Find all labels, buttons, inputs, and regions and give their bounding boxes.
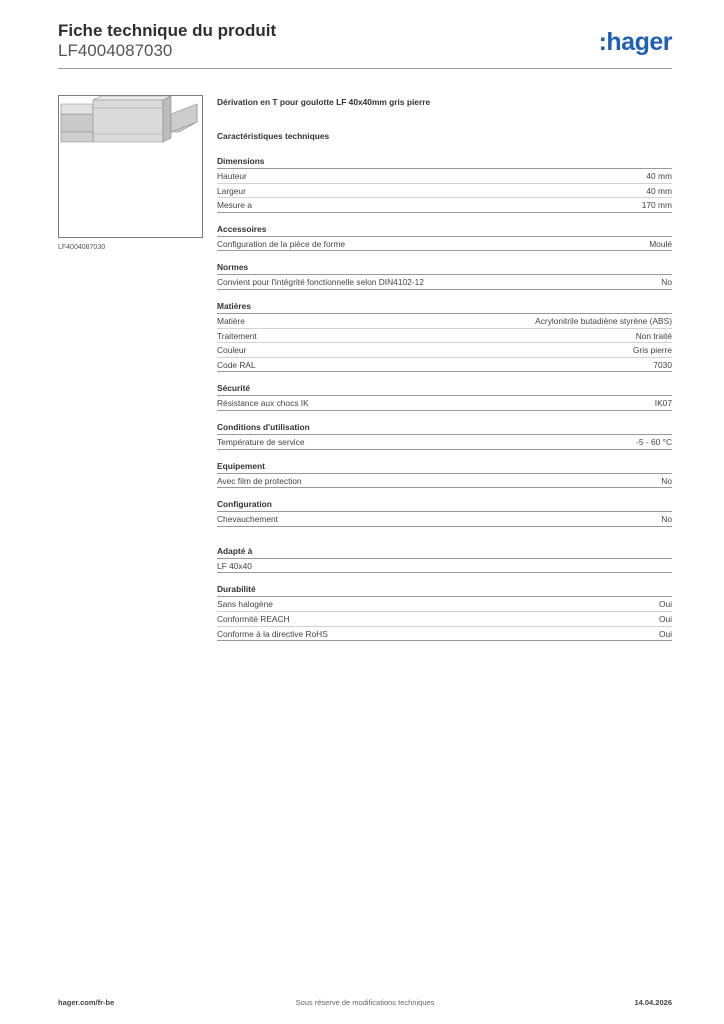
spec-label: Chevauchement	[217, 514, 278, 525]
spec-label: Matière	[217, 315, 245, 326]
section-adapte	[217, 545, 672, 574]
section-conditions	[217, 421, 672, 450]
spec-label: Largeur	[217, 185, 246, 196]
spec-row	[217, 275, 672, 290]
section-title: Accessoires	[217, 223, 672, 237]
spec-value: No	[661, 277, 672, 288]
spec-value: 40 mm	[646, 171, 672, 181]
spec-row	[217, 559, 672, 574]
section-title: Adapté à	[217, 545, 672, 559]
spec-label: Convient pour l'intégrité fonctionnelle selon DIN4102-12	[217, 277, 424, 288]
spec-label: Couleur	[217, 345, 247, 356]
spec-label: LF 40x40	[217, 560, 252, 571]
section-title: Conditions d'utilisation	[217, 421, 672, 435]
page-title: Fiche technique du produit	[58, 21, 277, 40]
spec-row	[217, 597, 672, 612]
spec-value: No	[661, 475, 672, 486]
footer-website[interactable]: hager.com/fr-be	[58, 998, 115, 1007]
spec-label: Traitement	[217, 330, 257, 341]
section-configuration	[217, 498, 672, 527]
hager-logo: :hager	[598, 28, 672, 56]
spec-row	[217, 358, 672, 373]
spec-row	[217, 314, 672, 329]
spec-value: Acrylonitrile butadiène styrène (ABS)	[535, 315, 672, 326]
section-securite	[217, 382, 672, 411]
product-image	[58, 95, 203, 238]
spec-row	[217, 237, 672, 252]
header-divider	[58, 68, 672, 69]
characteristics-panel	[217, 95, 672, 651]
section-title: Dimensions	[217, 155, 672, 169]
spec-row	[217, 169, 672, 184]
spec-label: Température de service	[217, 436, 305, 447]
spec-value: 7030	[653, 359, 672, 370]
spec-value: Gris pierre	[632, 345, 672, 356]
characteristics-heading: Caractéristiques techniques	[217, 131, 330, 141]
spec-value: Oui	[658, 599, 672, 610]
section-title: Normes	[217, 261, 672, 275]
spec-value: Oui	[658, 628, 672, 639]
logo-text: hager	[606, 28, 672, 56]
section-dimensions	[217, 155, 672, 213]
section-title: Equipement	[217, 460, 672, 474]
section-title: Configuration	[217, 498, 672, 512]
spec-row	[217, 343, 672, 358]
image-caption: LF4004087030	[58, 244, 106, 251]
spec-label: Code RAL	[217, 359, 256, 370]
section-title: Sécurité	[217, 382, 672, 396]
spec-row	[217, 329, 672, 344]
section-matieres	[217, 300, 672, 372]
spec-value: Non traité	[635, 330, 672, 341]
spec-label: Sans halogène	[217, 599, 273, 610]
spec-value: IK07	[654, 398, 672, 409]
spec-row	[217, 474, 672, 489]
product-reference: LF4004087030	[58, 41, 173, 60]
spec-label: Conforme à la directive RoHS	[217, 628, 328, 639]
spec-value: No	[661, 514, 672, 525]
section-normes	[217, 261, 672, 290]
t-derivation-illustration	[59, 96, 202, 237]
product-title: Dérivation en T pour goulotte LF 40x40mm gris pierre	[217, 97, 431, 107]
spec-row	[217, 627, 672, 642]
spec-row	[217, 512, 672, 527]
page-header	[58, 20, 672, 68]
section-durabilite	[217, 583, 672, 641]
spec-label: Mesure a	[217, 200, 252, 211]
footer-disclaimer: Sous réserve de modifications techniques	[295, 998, 435, 1007]
section-equipement	[217, 460, 672, 489]
spec-row	[217, 435, 672, 450]
section-accessoires	[217, 223, 672, 252]
spec-row	[217, 612, 672, 627]
spec-row	[217, 198, 672, 213]
spec-label: Avec film de protection	[217, 475, 302, 486]
spec-label: Conformité REACH	[217, 613, 290, 624]
spec-label: Configuration de la pièce de forme	[217, 238, 346, 249]
spec-row	[217, 184, 672, 199]
spec-value: -5 - 60 °C	[636, 436, 672, 447]
spec-label: Hauteur	[217, 171, 247, 181]
spec-label: Résistance aux chocs IK	[217, 398, 309, 409]
spec-value: 40 mm	[646, 185, 672, 196]
spec-value: Moulé	[649, 238, 672, 249]
spec-row	[217, 396, 672, 411]
spec-value: Oui	[658, 613, 672, 624]
spec-value: 170 mm	[641, 200, 672, 211]
section-title: Durabilité	[217, 583, 672, 597]
section-title: Matières	[217, 300, 672, 314]
footer-date: 14.04.2026	[634, 998, 672, 1007]
